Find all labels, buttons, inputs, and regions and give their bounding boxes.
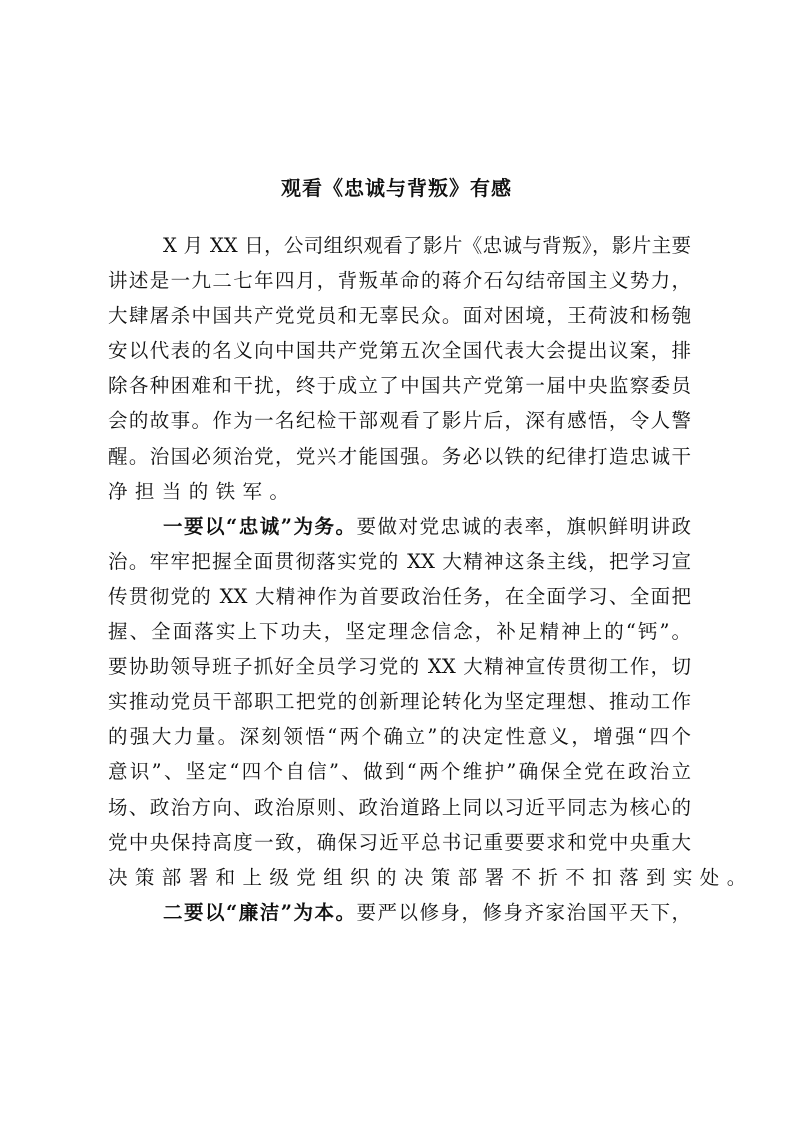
text-line	[108, 860, 754, 895]
text-line	[108, 825, 691, 860]
line-text: X 月 XX 日，公司组织观看了影片《忠诚与背叛》，影片主要	[163, 234, 691, 257]
line-text: 净担当的铁军。	[108, 479, 297, 503]
text-line	[108, 403, 691, 438]
line-text: 的强大力量。深刻领悟“两个确立”的决定性意义，增强“四个	[108, 725, 691, 749]
line-text: 场、政治方向、政治原则、政治道路上同以习近平同志为核心的	[108, 795, 691, 819]
text-line	[108, 439, 691, 474]
text-line	[108, 228, 691, 263]
line-text: 传贯彻党的 XX 大精神作为首要政治任务，在全面学习、全面把	[108, 584, 691, 608]
text-line	[108, 719, 691, 754]
paragraph-lead-heading: 一要以“忠诚”为务。	[163, 514, 357, 538]
paragraph-lead-heading: 二要以“廉洁”为本。	[163, 900, 357, 924]
document-title: 观看《忠诚与背叛》有感	[281, 176, 512, 200]
line-text: 决策部署和上级党组织的决策部署不折不扣落到实处。	[108, 865, 754, 889]
line-text: 大肆屠杀中国共产党党员和无辜民众。面对困境，王荷波和杨匏	[108, 304, 691, 328]
text-line	[108, 474, 691, 509]
paragraph	[108, 895, 691, 930]
line-text: 要做对党忠诚的表率，旗帜鲜明讲政	[356, 514, 691, 538]
text-line	[108, 614, 691, 649]
text-line	[108, 333, 691, 368]
paragraph	[108, 509, 754, 895]
text-line	[108, 298, 691, 333]
text-line	[108, 263, 691, 298]
text-line	[108, 368, 691, 403]
text-line	[108, 544, 691, 579]
line-text: 醒。治国必须治党，党兴才能国强。务必以铁的纪律打造忠诚干	[108, 444, 691, 468]
line-text: 讲述是一九二七年四月，背叛革命的蒋介石勾结帝国主义势力，	[108, 269, 691, 293]
text-line	[108, 649, 691, 684]
text-line	[108, 790, 691, 825]
line-text: 要严以修身，修身齐家治国平天下，	[356, 900, 691, 924]
text-line	[108, 509, 691, 544]
line-text: 实推动党员干部职工把党的创新理论转化为坚定理想、推动工作	[108, 690, 691, 714]
text-line	[108, 754, 691, 789]
line-text: 除各种困难和干扰，终于成立了中国共产党第一届中央监察委员	[108, 374, 691, 398]
line-text: 党中央保持高度一致，确保习近平总书记重要要求和党中央重大	[108, 830, 691, 854]
line-text: 会的故事。作为一名纪检干部观看了影片后，深有感悟，令人警	[108, 409, 691, 433]
line-text: 意识”、坚定“四个自信”、做到“两个维护”确保全党在政治立	[108, 760, 691, 784]
text-line	[108, 895, 691, 930]
document-body	[108, 228, 754, 930]
paragraph	[108, 228, 691, 509]
text-line	[108, 579, 691, 614]
line-text: 安以代表的名义向中国共产党第五次全国代表大会提出议案，排	[108, 339, 691, 363]
line-text: 治。牢牢把握全面贯彻落实党的 XX 大精神这条主线，把学习宣	[108, 549, 691, 573]
line-text: 要协助领导班子抓好全员学习党的 XX 大精神宣传贯彻工作，切	[108, 655, 691, 679]
text-line	[108, 684, 691, 719]
line-text: 握、全面落实上下功夫，坚定理念信念，补足精神上的“钙”。	[108, 620, 691, 644]
